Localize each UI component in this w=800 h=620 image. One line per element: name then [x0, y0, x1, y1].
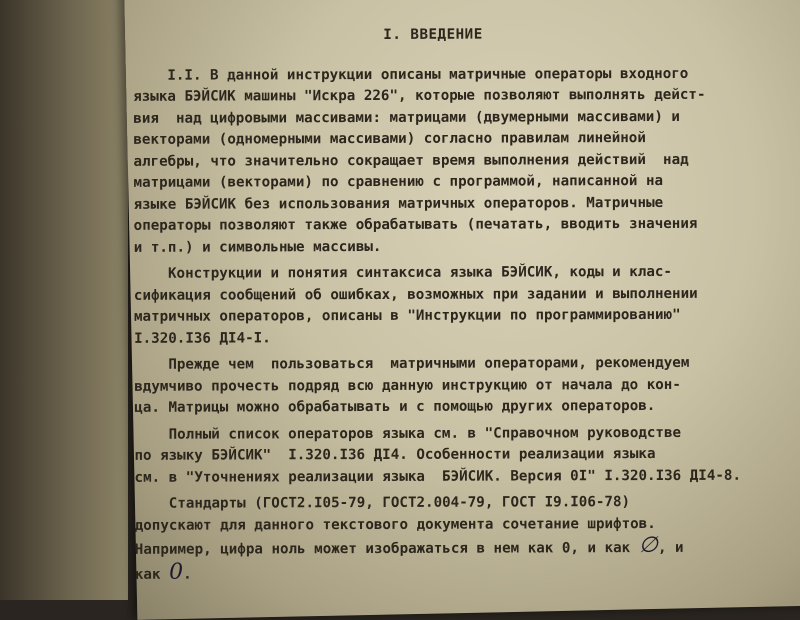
text-line-23-prefix: как — [134, 566, 170, 583]
text-line-11: сификация сообщений об ошибках, возможных при задании и выполнении — [133, 285, 698, 304]
binding-edge — [0, 0, 128, 600]
text-line-22-end: , и — [657, 539, 684, 556]
text-line-12: матричных операторов, описаны в "Инструкции по программированию" — [133, 306, 681, 325]
text-line-9: и т.п.) и символьные массивы. — [133, 238, 382, 256]
text-line-22 — [134, 532, 695, 561]
text-line-21: допускают для данного текстового документа сочетание шрифтов. — [134, 515, 656, 534]
text-line-1: I.I. В данной инструкции описаны матричные операторы входного — [133, 65, 689, 84]
text-line-6: матрицами (векторами) по сравнению с программой, написанной на — [133, 172, 664, 191]
text-line-17: Полный список операторов языка см. в "Справочном руководстве — [134, 424, 682, 443]
text-line-2: языка БЭЙСИК машины "Искра 226", которые позволяют выполнять дейст- — [133, 86, 706, 105]
text-line-8: операторы позволяют также обрабатывать (печатать, вводить значения — [133, 215, 698, 234]
section-title: I. ВВЕДЕНИЕ — [383, 26, 483, 43]
text-line-5: алгебры, что значительно сокращает время выполнения действий над — [133, 151, 689, 170]
document-text — [133, 24, 742, 586]
text-line-10: Конструкции и понятия синтаксиса языка БЭЙСИК, коды и клас- — [133, 263, 672, 282]
text-line-20: Стандарты (ГОСТ2.I05-79, ГОСТ2.004-79, ГОСТ I9.I06-78) — [134, 494, 631, 512]
text-line-4: векторами (одномерными массивами) согласно правилам линейной — [133, 130, 646, 148]
text-line-14: Прежде чем пользоваться матричными операторами, рекомендуем — [134, 354, 690, 373]
text-line-18: по языку БЭЙСИК" I.320.I36 ДI4. Особенности реализации языка — [134, 446, 656, 464]
handwritten-slashed-zero: ∅ — [638, 532, 658, 559]
text-line-19: см. в "Уточнениях реализации языка БЭЙСИК. Версия 0I" I.320.I36 ДI4-8. — [134, 467, 742, 486]
text-line-7: языке БЭЙСИК без использования матричных операторов. Матричные — [133, 194, 664, 213]
text-line-16: ца. Матрицы можно обрабатывать и с помощью других операторов. — [134, 398, 656, 416]
text-line-3: вия над цифровыми массивами: матрицами (двумерными массивами) и — [133, 108, 680, 127]
text-line-15: вдумчиво прочесть подряд всю данную инструкцию от начала до кон- — [134, 376, 681, 395]
text-line-22-body: Например, цифра ноль может изображаться в нем как 0, и как — [134, 540, 631, 558]
handwritten-zero: 0 — [168, 559, 184, 585]
text-line-23-suffix: . — [183, 566, 192, 583]
text-line-23 — [135, 559, 695, 585]
document-page — [124, 0, 800, 620]
text-line-13: I.320.I36 ДI4-I. — [134, 329, 271, 347]
